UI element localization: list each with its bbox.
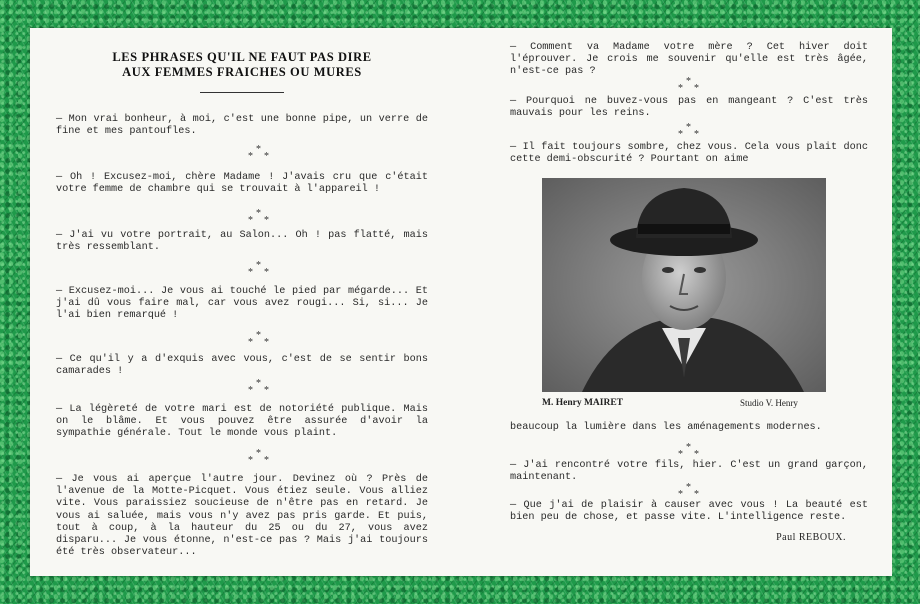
right-paragraph: — J'ai rencontré votre fils, hier. C'est un grand garçon, maintenant. (510, 460, 868, 484)
section-stars: * * * (248, 448, 269, 466)
left-paragraph: — Mon vrai bonheur, à moi, c'est une bonne pipe, un verre de fine et mes pantoufles. (56, 114, 428, 138)
right-paragraph: — Comment va Madame votre mère ? Cet hiver doit l'éprouver. Je crois me souvenir qu'elle est très âgée, n'est-ce pas ? (510, 42, 868, 78)
title-line-1: LES PHRASES QU'IL NE FAUT PAS DIRE (112, 50, 372, 64)
title-divider (200, 92, 284, 93)
section-stars: * * * (248, 330, 269, 348)
section-stars: * * * (678, 442, 699, 460)
left-paragraph: — Je vous ai aperçue l'autre jour. Devinez où ? Près de l'avenue de la Motte-Picquet. Vous étiez seule. Vous alliez vite. Vous paraissiez soucieuse de n'être pas en retard. Je vous ai saluée, mais vous n'y avez pas pris garde. Et puis, tout à coup, à la hauteur du 25 ou du 27, vous avez disparu... Je vous étonne, n'est-ce pas ? Mais j'ai toujours été très observateur... (56, 474, 428, 559)
section-stars: * * * (678, 482, 699, 500)
section-stars: * * * (248, 208, 269, 226)
photo-credit: Studio V. Henry (740, 398, 798, 408)
right-paragraph: — Il fait toujours sombre, chez vous. Cela vous plait donc cette demi-obscurité ? Pourtant on aime (510, 142, 868, 166)
section-stars: * * * (248, 260, 269, 278)
right-paragraph: — Pourquoi ne buvez-vous pas en mangeant ? C'est très mauvais pour les reins. (510, 96, 868, 120)
author-signature: Paul REBOUX. (776, 532, 846, 543)
left-paragraph: — Oh ! Excusez-moi, chère Madame ! J'avais cru que c'était votre femme de chambre qui se trouvait à l'appareil ! (56, 172, 428, 196)
left-column (56, 28, 428, 576)
article-title (56, 50, 428, 80)
section-stars: * * * (678, 76, 699, 94)
right-column (510, 28, 868, 576)
section-stars: * * * (678, 122, 699, 140)
section-stars: * * * (248, 378, 269, 396)
portrait-image (542, 178, 826, 392)
left-paragraph: — J'ai vu votre portrait, au Salon... Oh ! pas flatté, mais très ressemblant. (56, 230, 428, 254)
magazine-page (30, 28, 892, 576)
right-paragraph: beaucoup la lumière dans les aménagements modernes. (510, 422, 822, 433)
left-paragraph: — La légèreté de votre mari est de notoriété publique. Mais on le blâme. Et vous pouvez être assurée d'avoir la sympathie générale. Tout le monde vous plaint. (56, 404, 428, 440)
left-paragraph: — Excusez-moi... Je vous ai touché le pied par mégarde... Et j'ai dû vous faire mal, car vous avez rougi... Si, si... Je l'ai bien remarqué ! (56, 286, 428, 322)
photo-caption: M. Henry MAIRET (542, 398, 624, 408)
section-stars: * * * (248, 144, 269, 162)
right-paragraph: — Que j'ai de plaisir à causer avec vous ! La beauté est bien peu de chose, et passe vite. L'intelligence reste. (510, 500, 868, 524)
portrait-photo (542, 178, 826, 392)
left-paragraph: — Ce qu'il y a d'exquis avec vous, c'est de se sentir bons camarades ! (56, 354, 428, 378)
title-line-2: AUX FEMMES FRAICHES OU MURES (122, 65, 362, 79)
